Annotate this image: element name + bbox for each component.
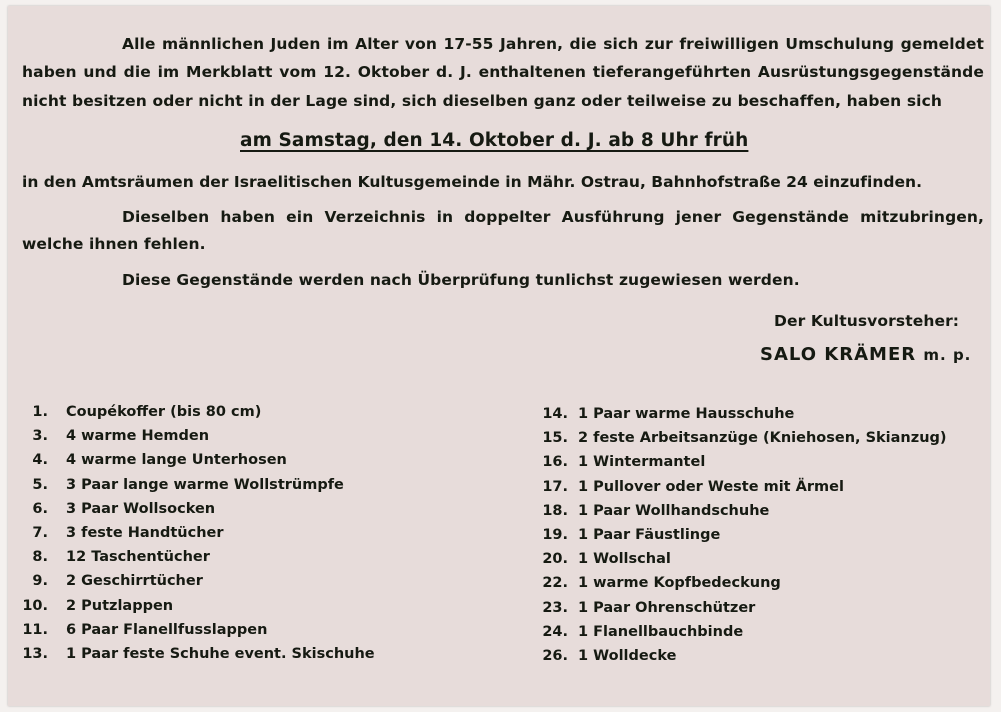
item-text: 2 feste Arbeitsanzüge (Kniehosen, Skianzug) <box>578 430 947 447</box>
list-item <box>534 523 947 547</box>
item-text: 2 Putzlappen <box>66 597 174 614</box>
paragraph1-line2: haben und die im Merkblatt vom 12. Oktober d. J. enthaltenen tieferangeführten Ausrüstungsgegenstände <box>22 63 984 81</box>
paragraph2-line1: Dieselben haben ein Verzeichnis in doppelter Ausführung jener Gegenstände mitzubringen, <box>122 208 984 226</box>
list-item <box>8 497 375 521</box>
item-text: 1 warme Kopfbedeckung <box>578 575 781 592</box>
item-text: 1 Paar Ohrenschützer <box>578 599 756 616</box>
list-item <box>8 521 375 545</box>
item-number: 1. <box>32 404 48 420</box>
list-item <box>8 424 375 448</box>
item-text: 1 Paar feste Schuhe event. Skischuhe <box>66 645 375 662</box>
list-item <box>8 642 375 666</box>
paragraph3: Diese Gegenstände werden nach Überprüfung tunlichst zugewiesen werden. <box>122 271 800 289</box>
item-text: 1 Paar Wollhandschuhe <box>578 502 770 519</box>
list-item <box>8 545 375 569</box>
item-text: 1 Wintermantel <box>578 454 706 471</box>
item-number: 23. <box>542 599 568 616</box>
item-number: 11. <box>22 621 48 638</box>
list-item <box>534 450 947 474</box>
item-text: 1 Wollschal <box>578 551 671 568</box>
item-text: 1 Pullover oder Weste mit Ärmel <box>578 478 844 495</box>
list-item <box>8 569 375 593</box>
item-number: 20. <box>542 551 568 568</box>
list-item <box>534 596 947 620</box>
item-number: 5. <box>32 476 48 493</box>
item-text: 3 Paar lange warme Wollstrümpfe <box>66 476 344 493</box>
list-item <box>8 448 375 472</box>
notice-document <box>8 6 990 706</box>
paragraph1-line3: nicht besitzen oder nicht in der Lage sind, sich dieselben ganz oder teilweise zu beschaffen, haben sich <box>22 92 942 110</box>
item-number: 13. <box>22 645 48 662</box>
headline-date: am Samstag, den 14. Oktober d. J. ab 8 Uhr früh <box>240 130 749 151</box>
equipment-list-right <box>534 402 947 668</box>
list-item <box>8 400 375 424</box>
item-text: 1 Paar Fäustlinge <box>578 526 721 543</box>
list-item <box>534 426 947 450</box>
list-item <box>8 618 375 642</box>
item-number: 10. <box>22 597 48 614</box>
signature-title: Der Kultusvorsteher: <box>774 312 960 330</box>
list-item <box>534 644 947 668</box>
location-line: in den Amtsräumen der Israelitischen Kultusgemeinde in Mähr. Ostrau, Bahnhofstraße 24 einzufinden. <box>22 173 922 191</box>
paragraph1-line1: Alle männlichen Juden im Alter von 17-55 Jahren, die sich zur freiwilligen Umschulung gemeldet <box>122 35 984 53</box>
item-text: Coupékoffer (bis 80 cm) <box>66 404 262 420</box>
item-text: 2 Geschirrtücher <box>66 573 203 590</box>
list-item <box>534 571 947 595</box>
list-item <box>534 547 947 571</box>
item-number: 18. <box>542 502 568 519</box>
item-number: 3. <box>32 428 48 445</box>
list-item <box>534 475 947 499</box>
item-text: 12 Taschentücher <box>66 549 210 566</box>
item-number: 14. <box>542 406 568 422</box>
item-text: 6 Paar Flanellfusslappen <box>66 621 268 638</box>
item-text: 1 Flanellbauchbinde <box>578 623 744 640</box>
list-item <box>534 402 947 426</box>
list-item <box>534 620 947 644</box>
item-text: 3 feste Handtücher <box>66 524 224 541</box>
item-number: 6. <box>32 500 48 517</box>
item-text: 4 warme lange Unterhosen <box>66 452 287 469</box>
item-number: 26. <box>542 647 568 664</box>
equipment-list-left <box>8 400 375 666</box>
item-text: 3 Paar Wollsocken <box>66 500 216 517</box>
list-item <box>8 594 375 618</box>
item-number: 24. <box>542 623 568 640</box>
item-text: 4 warme Hemden <box>66 428 210 445</box>
item-number: 7. <box>32 524 48 541</box>
item-number: 4. <box>32 452 48 469</box>
item-number: 15. <box>542 430 568 447</box>
item-number: 16. <box>542 454 568 471</box>
item-number: 9. <box>32 573 48 590</box>
list-item <box>534 499 947 523</box>
item-number: 19. <box>542 526 568 543</box>
paragraph2-line2: welche ihnen fehlen. <box>22 235 206 253</box>
item-number: 17. <box>542 478 568 495</box>
signature-block <box>760 344 971 365</box>
item-text: 1 Paar warme Hausschuhe <box>578 406 795 422</box>
signature-suffix: m. p. <box>923 346 972 364</box>
item-number: 8. <box>32 549 48 566</box>
item-number: 22. <box>542 575 568 592</box>
list-item <box>8 473 375 497</box>
signature-name: SALO KRÄMER <box>760 344 917 365</box>
item-text: 1 Wolldecke <box>578 647 677 664</box>
